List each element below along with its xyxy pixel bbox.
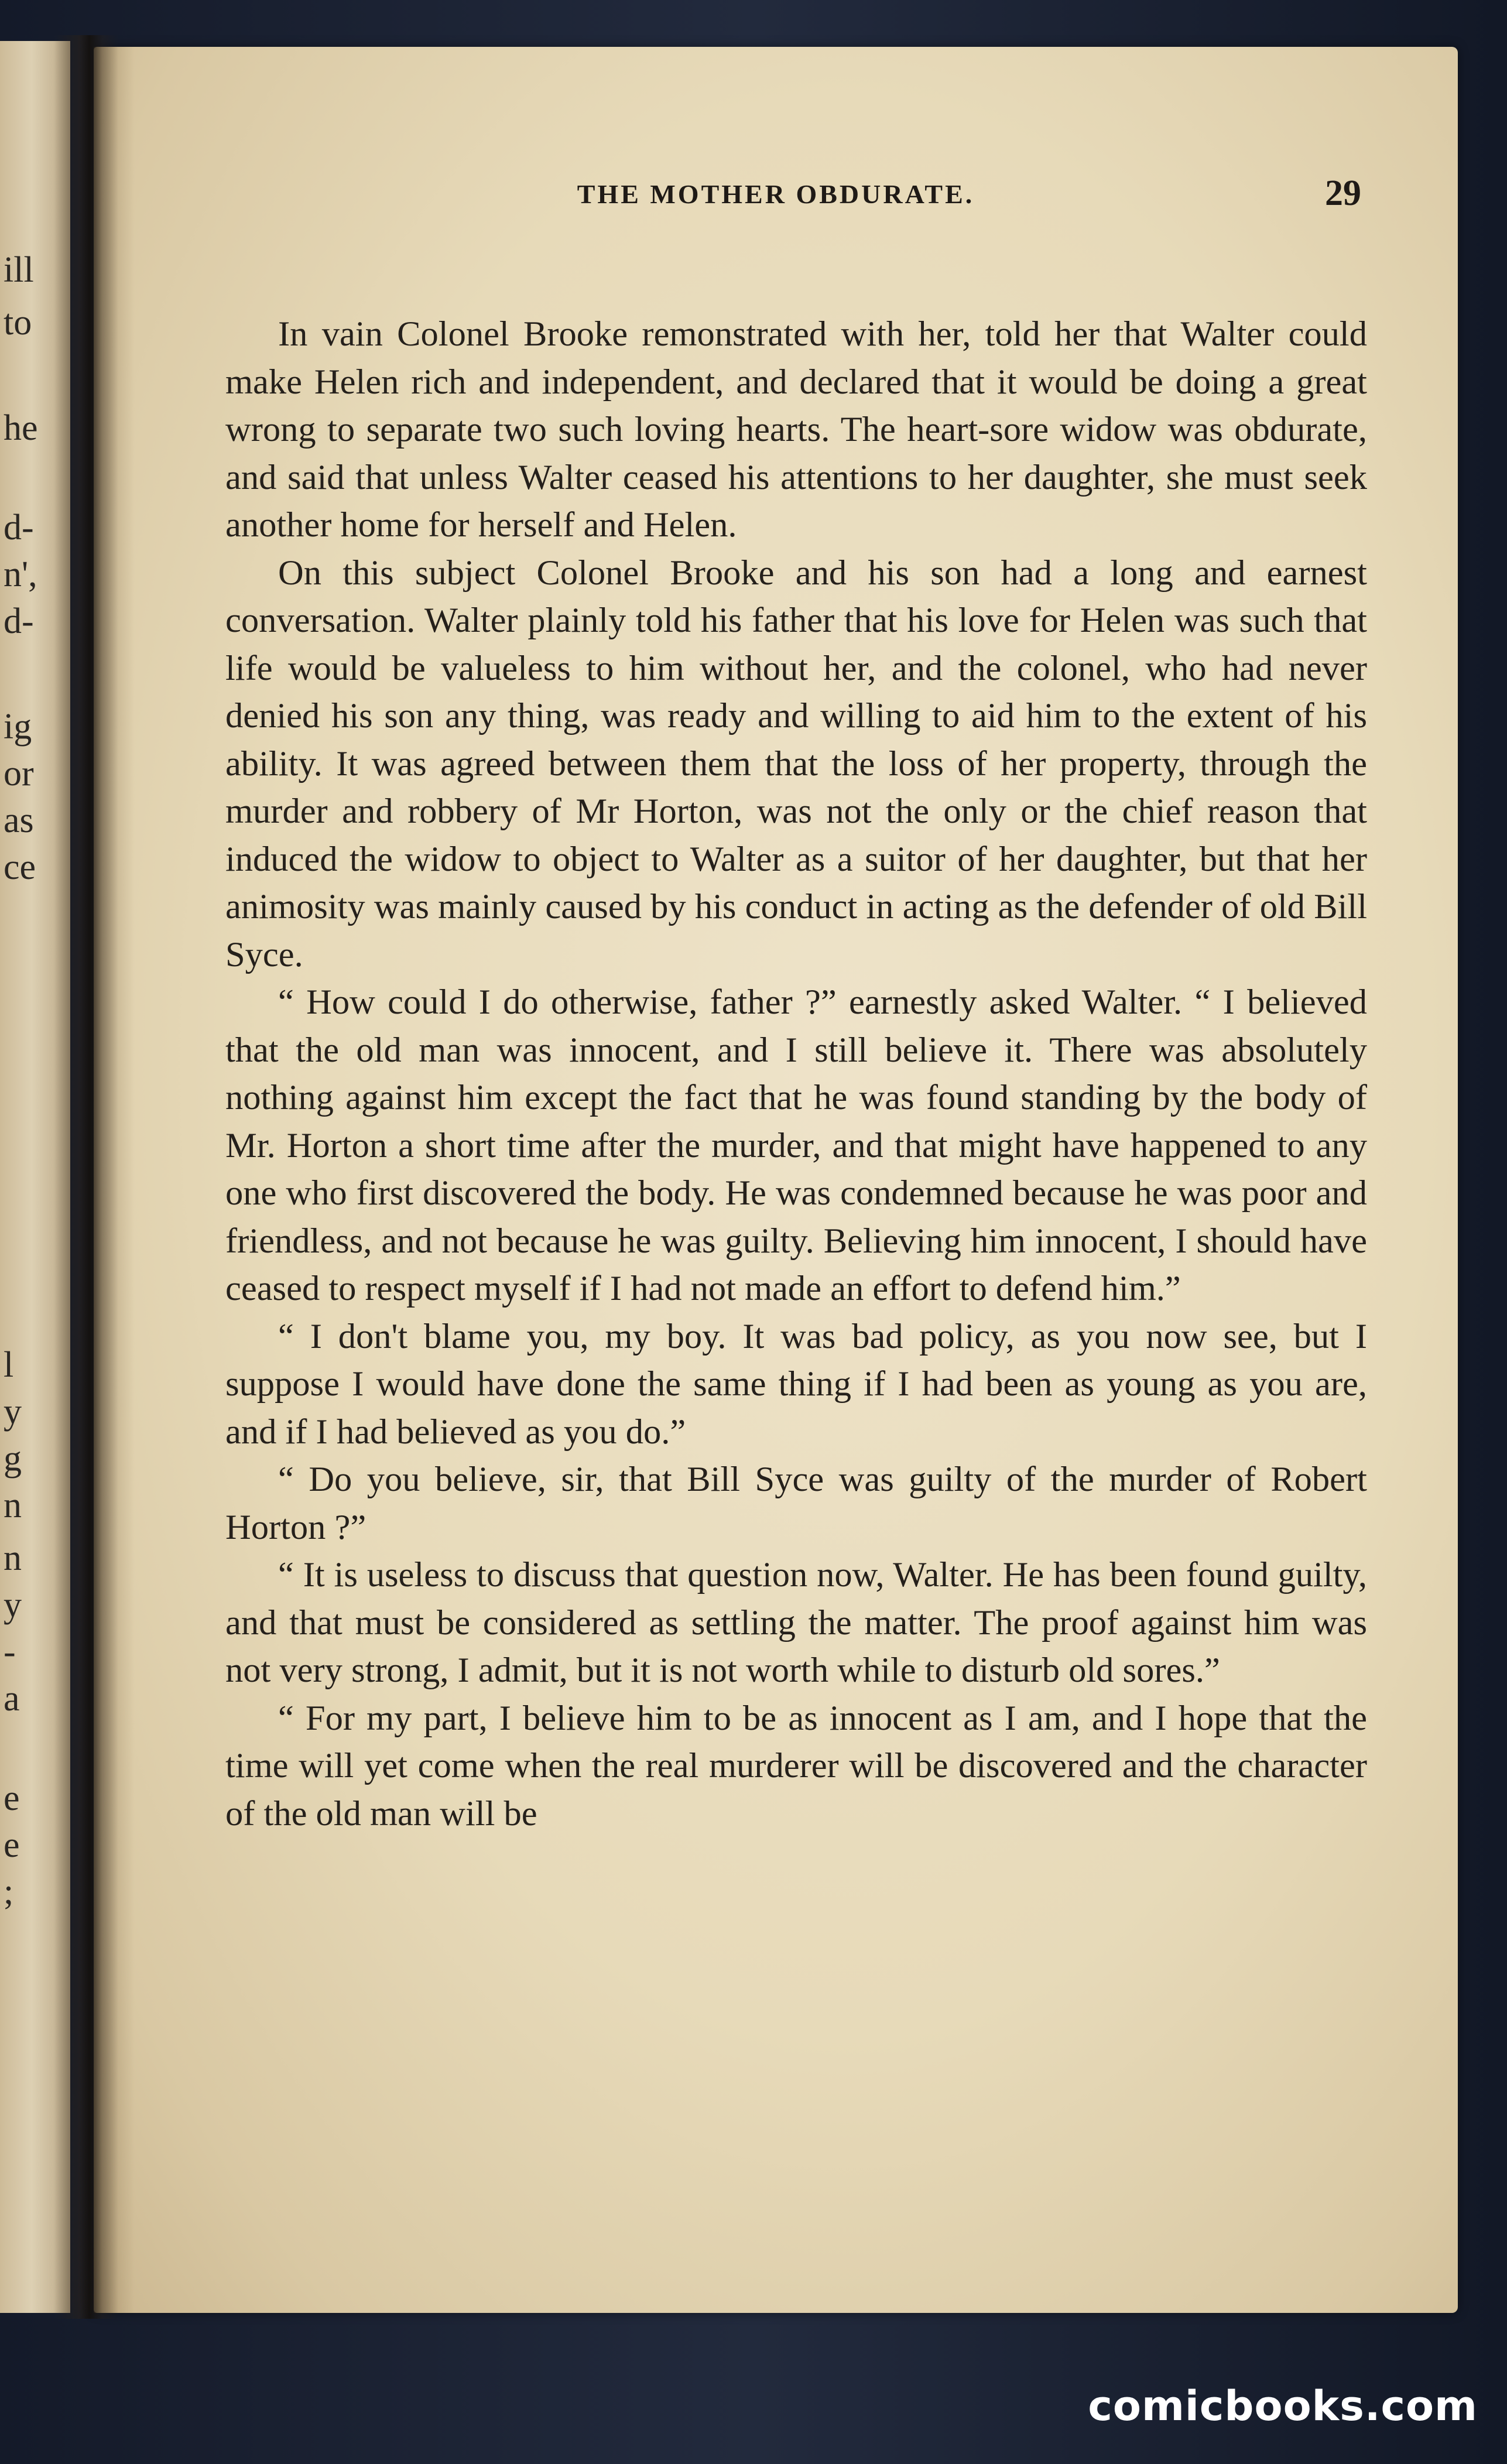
left-page-fragment: a	[4, 1679, 20, 1719]
page-body-text	[225, 310, 1367, 1837]
paragraph: On this subject Colonel Brooke and his son had a long and earnest conversation. Walter plainly told his father that his love for Helen was such that life would be valueless to him without her, and the colonel, who had never denied his son any thing, was ready and willing to aid him to the extent of his ability. It was agreed between them that the loss of her property, through the murder and robbery of Mr Horton, was not the only or the chief reason that induced the widow to object to Walter as a suitor of her daughter, but that her animosity was mainly caused by his conduct in acting as the defender of old Bill Syce.	[225, 553, 1367, 974]
left-page-fragment: n	[4, 1486, 22, 1525]
left-page-fragment: ce	[4, 847, 36, 887]
left-page-fragment: d-	[4, 508, 34, 547]
left-page-fragment: ill	[4, 250, 34, 290]
watermark: comicbooks.com	[1088, 2382, 1478, 2430]
chapter-title: THE MOTHER OBDURATE.	[577, 179, 975, 209]
left-page-fragment: y	[4, 1392, 22, 1432]
book-page	[94, 47, 1458, 2313]
left-page-fragment: y	[4, 1585, 22, 1625]
left-page-fragment: or	[4, 754, 34, 793]
gutter-shadow	[54, 35, 118, 2319]
left-page-fragment: ig	[4, 707, 32, 747]
left-page-fragment: e	[4, 1778, 20, 1818]
left-page-fragment: ;	[4, 1872, 14, 1912]
left-page-fragment: d-	[4, 601, 34, 641]
paragraph: “ Do you believe, sir, that Bill Syce was guilty of the murder of Robert Horton ?”	[225, 1460, 1367, 1547]
page-number: 29	[1325, 173, 1361, 213]
left-page-fragment: he	[4, 408, 38, 448]
left-page-fragment: l	[4, 1345, 14, 1385]
paragraph: “ For my part, I believe him to be as innocent as I am, and I hope that the time will yet come when the real murderer will be discovered and the character of the old man will be	[225, 1698, 1367, 1833]
paragraph: “ I don't blame you, my boy. It was bad policy, as you now see, but I suppose I would have done the same thing if I had been as young as you are, and if I had believed as you do.”	[225, 1316, 1367, 1452]
left-page-fragment: n',	[4, 555, 37, 594]
left-page-fragment: as	[4, 800, 34, 840]
left-page-fragment: e	[4, 1825, 20, 1865]
left-page-fragment: g	[4, 1439, 22, 1479]
left-page-fragment: n	[4, 1538, 22, 1578]
left-page-fragment: to	[4, 303, 32, 343]
paragraph: In vain Colonel Brooke remonstrated with her, told her that Walter could make Helen rich and independent, and declared that it would be doing a great wrong to separate two such loving hearts. The heart-sore widow was obdurate, and said that unless Walter ceased his attentions to her daughter, she must seek another home for herself and Helen.	[225, 314, 1367, 545]
paragraph: “ It is useless to discuss that question now, Walter. He has been found guilty, and that must be considered as settling the matter. The proof against him was not very strong, I admit, but it is not worth while to disturb old sores.”	[225, 1555, 1367, 1690]
paragraph: “ How could I do otherwise, father ?” earnestly asked Walter. “ I believed that the old man was innocent, and I still believe it. There was absolutely nothing against him except the fact that he was found standing by the body of Mr. Horton a short time after the murder, and that might have happened to any one who first discovered the body. He was condemned because he was poor and friendless, and not because he was guilty. Believing him innocent, I should have ceased to respect myself if I had not made an effort to defend him.”	[225, 983, 1367, 1308]
running-head	[94, 173, 1458, 231]
left-page-fragment: -	[4, 1632, 16, 1672]
